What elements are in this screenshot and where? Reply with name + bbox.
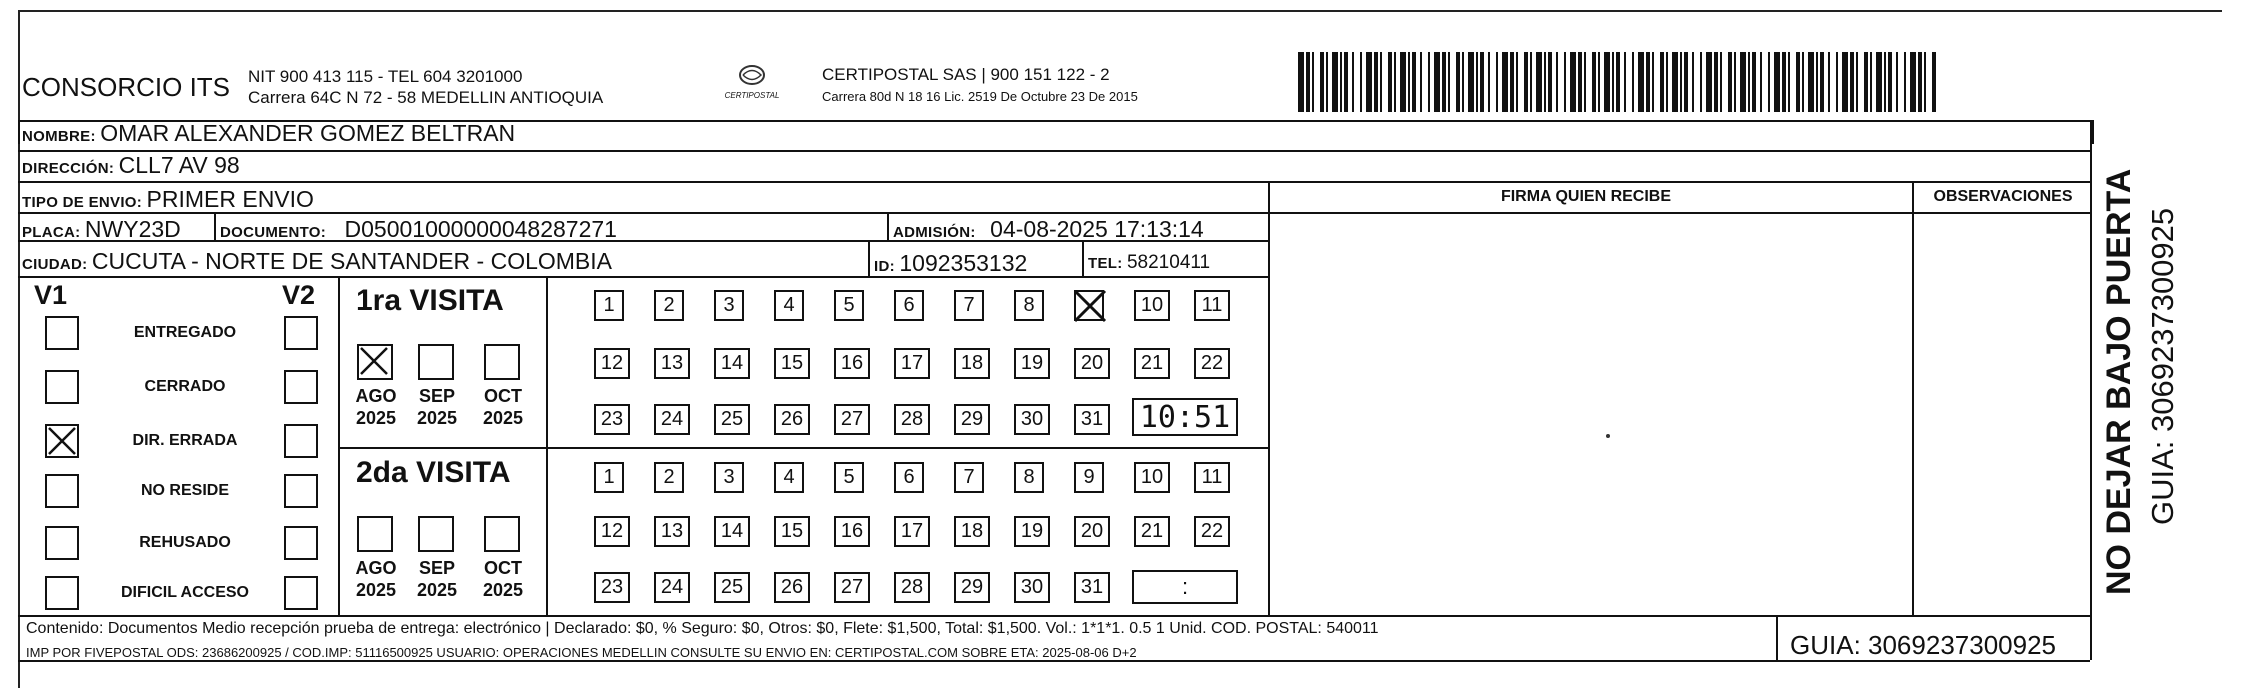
- status-option-label: NO RESIDE: [140, 482, 229, 499]
- side-warning: NO DEJAR BAJO PUERTA: [2100, 168, 2138, 595]
- month-checkbox[interactable]: [484, 516, 520, 552]
- divider: [18, 660, 2090, 662]
- v1-checkbox[interactable]: [45, 526, 79, 560]
- year-label: 2025: [355, 580, 397, 600]
- day-box[interactable]: 23: [594, 572, 630, 603]
- day-box[interactable]: 10: [1134, 462, 1170, 493]
- day-box[interactable]: 2: [654, 462, 684, 493]
- day-box[interactable]: 15: [774, 516, 810, 547]
- day-box[interactable]: 3: [714, 462, 744, 493]
- month-label: SEP: [418, 386, 456, 406]
- month-label: AGO: [355, 386, 397, 406]
- divider: [2090, 120, 2092, 660]
- divider: [18, 181, 2090, 183]
- v2-checkbox[interactable]: [284, 526, 318, 560]
- company-nit: NIT 900 413 115 - TEL 604 3201000: [248, 67, 523, 86]
- visit1-title: 1ra VISITA: [356, 284, 504, 317]
- year-label: 2025: [416, 408, 458, 428]
- company-address: Carrera 64C N 72 - 58 MEDELLIN ANTIOQUIA: [248, 88, 604, 107]
- day-box[interactable]: 2: [654, 290, 684, 321]
- tel-label: TEL:: [1088, 255, 1123, 272]
- day-box[interactable]: 17: [894, 516, 930, 547]
- status-option-label: REHUSADO: [139, 534, 231, 551]
- address-value: CLL7 AV 98: [118, 152, 240, 178]
- plate-field: [22, 216, 181, 243]
- v2-checkbox[interactable]: [284, 370, 318, 404]
- stray-mark: [1606, 434, 1610, 438]
- day-box[interactable]: [1074, 290, 1104, 321]
- id-value: 1092353132: [899, 250, 1028, 276]
- month-label: SEP: [418, 558, 456, 578]
- divider: [18, 212, 2090, 214]
- v2-checkbox[interactable]: [284, 424, 318, 458]
- footer-guia: GUIA: 3069237300925: [1790, 630, 2056, 660]
- day-box[interactable]: 21: [1134, 348, 1170, 379]
- send-type-value: PRIMER ENVIO: [146, 186, 314, 212]
- year-label: 2025: [355, 408, 397, 428]
- v2-label: V2: [282, 280, 316, 310]
- day-box[interactable]: 24: [654, 572, 690, 603]
- day-box[interactable]: 14: [714, 348, 750, 379]
- month-checkbox[interactable]: [418, 344, 454, 380]
- day-box[interactable]: 15: [774, 348, 810, 379]
- day-box[interactable]: 8: [1014, 290, 1044, 321]
- status-option-label: CERRADO: [144, 378, 226, 395]
- carrier-name: CERTIPOSTAL SAS | 900 151 122 - 2: [822, 65, 1110, 84]
- day-box[interactable]: 7: [954, 290, 984, 321]
- day-box[interactable]: 5: [834, 290, 864, 321]
- status-option-label: DIFICIL ACCESO: [120, 584, 249, 601]
- month-checkbox[interactable]: [357, 344, 393, 380]
- day-box[interactable]: 6: [894, 290, 924, 321]
- day-box[interactable]: 20: [1074, 516, 1110, 547]
- month-checkbox[interactable]: [484, 344, 520, 380]
- day-box[interactable]: 31: [1074, 572, 1110, 603]
- day-box[interactable]: 6: [894, 462, 924, 493]
- month-label: AGO: [355, 558, 397, 578]
- day-box[interactable]: 3: [714, 290, 744, 321]
- admission-label: ADMISIÓN:: [893, 224, 976, 241]
- day-box[interactable]: 12: [594, 516, 630, 547]
- year-label: 2025: [482, 408, 524, 428]
- day-box[interactable]: 11: [1194, 290, 1230, 321]
- day-box[interactable]: 1: [594, 462, 624, 493]
- v1-checkbox[interactable]: [45, 316, 79, 350]
- v1-checkbox[interactable]: [45, 424, 79, 458]
- send-type-field: [22, 186, 314, 213]
- day-box[interactable]: 19: [1014, 516, 1050, 547]
- divider: [1912, 181, 1914, 615]
- certipostal-logo: [722, 64, 782, 100]
- v2-checkbox[interactable]: [284, 316, 318, 350]
- day-box[interactable]: 29: [954, 404, 990, 435]
- divider: [887, 212, 889, 240]
- id-field: [874, 250, 1027, 277]
- day-box[interactable]: 10: [1134, 290, 1170, 321]
- day-box[interactable]: 16: [834, 516, 870, 547]
- day-box[interactable]: 31: [1074, 404, 1110, 435]
- divider: [214, 212, 216, 240]
- day-box[interactable]: 1: [594, 290, 624, 321]
- tel-field: [1088, 252, 1210, 274]
- day-box[interactable]: 17: [894, 348, 930, 379]
- day-box[interactable]: 5: [834, 462, 864, 493]
- v1-checkbox[interactable]: [45, 576, 79, 610]
- day-box[interactable]: 19: [1014, 348, 1050, 379]
- day-box[interactable]: 7: [954, 462, 984, 493]
- footer-contents: Contenido: Documentos Medio recepción prueba de entrega: electrónico | Declarado: $0, % Seguro: $0, Otros: $0, Flete: $1,500, Total: $1,500. Vol.: 1*1*1. 0.5 1 Unid. COD. POSTAL: 540011: [26, 620, 1379, 637]
- document-field: [220, 216, 617, 243]
- city-label: CIUDAD:: [22, 256, 88, 273]
- day-box[interactable]: 4: [774, 290, 804, 321]
- day-box[interactable]: 27: [834, 572, 870, 603]
- plate-value: NWY23D: [84, 216, 181, 242]
- day-box[interactable]: 14: [714, 516, 750, 547]
- v1-label: V1: [34, 280, 68, 310]
- divider: [18, 240, 1268, 242]
- day-box[interactable]: 22: [1194, 516, 1230, 547]
- city-field: [22, 248, 612, 275]
- day-box[interactable]: 30: [1014, 572, 1050, 603]
- name-label: NOMBRE:: [22, 128, 96, 145]
- divider: [18, 276, 1268, 278]
- logo-text: CERTIPOSTAL: [724, 91, 780, 100]
- barcode: [1298, 52, 1938, 112]
- day-box[interactable]: 13: [654, 348, 690, 379]
- divider: [1268, 181, 1270, 615]
- day-box[interactable]: 4: [774, 462, 804, 493]
- month-label: OCT: [484, 386, 522, 406]
- signature-header: FIRMA QUIEN RECIBE: [1500, 188, 1672, 205]
- company-info: [248, 66, 603, 108]
- day-box[interactable]: 18: [954, 348, 990, 379]
- day-box[interactable]: 26: [774, 404, 810, 435]
- day-box[interactable]: 29: [954, 572, 990, 603]
- check-mark-icon: [357, 344, 391, 383]
- name-field: [22, 120, 515, 147]
- name-value: OMAR ALEXANDER GOMEZ BELTRAN: [100, 120, 516, 146]
- send-type-label: TIPO DE ENVIO:: [22, 194, 143, 211]
- day-box[interactable]: 28: [894, 404, 930, 435]
- day-box[interactable]: 21: [1134, 516, 1170, 547]
- check-mark-icon: [45, 424, 79, 463]
- day-box[interactable]: 12: [594, 348, 630, 379]
- tel-value: 58210411: [1126, 252, 1211, 273]
- address-label: DIRECCIÓN:: [22, 160, 115, 177]
- day-box[interactable]: 11: [1194, 462, 1230, 493]
- v2-checkbox[interactable]: [284, 576, 318, 610]
- month-label: OCT: [484, 558, 522, 578]
- visit2-title: 2da VISITA: [356, 456, 511, 489]
- side-guia: GUIA: 3069237300925: [2145, 207, 2180, 525]
- city-value: CUCUTA - NORTE DE SANTANDER - COLOMBIA: [91, 248, 612, 274]
- divider: [868, 240, 870, 276]
- day-box[interactable]: 30: [1014, 404, 1050, 435]
- address-field: [22, 152, 240, 179]
- day-box[interactable]: 22: [1194, 348, 1230, 379]
- company-name: CONSORCIO ITS: [22, 72, 231, 102]
- divider: [338, 447, 1268, 449]
- divider: [1082, 240, 1084, 276]
- day-box[interactable]: 28: [894, 572, 930, 603]
- day-box[interactable]: 13: [654, 516, 690, 547]
- day-box[interactable]: 20: [1074, 348, 1110, 379]
- divider: [546, 276, 548, 615]
- day-box[interactable]: 25: [714, 572, 750, 603]
- visit1-time: 10:51: [1132, 398, 1238, 436]
- v2-checkbox[interactable]: [284, 474, 318, 508]
- v1-checkbox[interactable]: [45, 474, 79, 508]
- admission-value: 04-08-2025 17:13:14: [990, 216, 1204, 242]
- day-box[interactable]: 23: [594, 404, 630, 435]
- logo-emblem-icon: [735, 64, 769, 86]
- day-box[interactable]: 16: [834, 348, 870, 379]
- document-value: D05001000000048287271: [344, 216, 617, 242]
- day-box[interactable]: 24: [654, 404, 690, 435]
- year-label: 2025: [482, 580, 524, 600]
- observations-header: OBSERVACIONES: [1933, 188, 2073, 205]
- month-checkbox[interactable]: [418, 516, 454, 552]
- day-box[interactable]: 9: [1074, 462, 1104, 493]
- day-box[interactable]: 27: [834, 404, 870, 435]
- day-box[interactable]: 25: [714, 404, 750, 435]
- status-option-label: ENTREGADO: [133, 324, 237, 341]
- month-checkbox[interactable]: [357, 516, 393, 552]
- plate-label: PLACA:: [22, 224, 81, 241]
- carrier-info: [822, 65, 1138, 104]
- v1-checkbox[interactable]: [45, 370, 79, 404]
- year-label: 2025: [416, 580, 458, 600]
- day-box[interactable]: 8: [1014, 462, 1044, 493]
- divider: [18, 615, 2090, 617]
- id-label: ID:: [874, 258, 895, 275]
- status-option-label: DIR. ERRADA: [132, 432, 238, 449]
- carrier-license: Carrera 80d N 18 16 Lic. 2519 De Octubre 23 De 2015: [822, 89, 1138, 104]
- admission-field: [893, 216, 1204, 243]
- divider: [18, 150, 2090, 152]
- divider: [338, 276, 340, 615]
- footer-print-info: IMP POR FIVEPOSTAL ODS: 23686200925 / COD.IMP: 51116500925 USUARIO: OPERACIONES MEDELLIN CONSULTE SU ENVIO EN: CERTIPOSTAL.COM SOBRE ETA: 2025-08-06 D+2: [26, 645, 1137, 660]
- day-box[interactable]: 18: [954, 516, 990, 547]
- document-label: DOCUMENTO:: [220, 224, 327, 241]
- check-mark-icon: [1072, 288, 1108, 332]
- day-box[interactable]: 26: [774, 572, 810, 603]
- visit2-time: :: [1132, 570, 1238, 604]
- divider: [1776, 615, 1778, 660]
